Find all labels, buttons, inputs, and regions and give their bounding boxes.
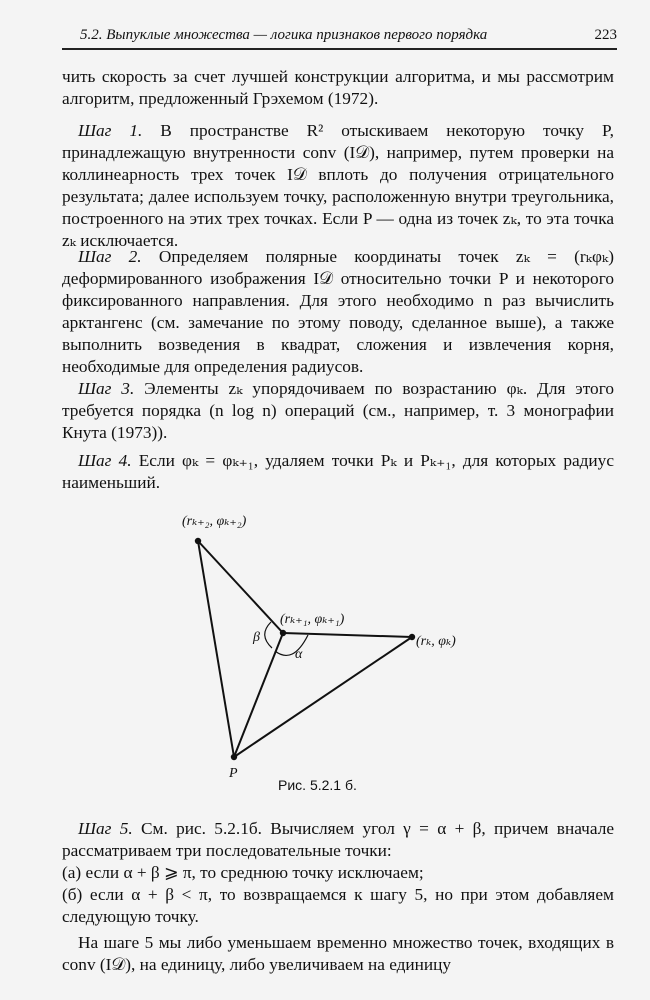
edge-middle-right — [283, 633, 412, 637]
step-label: Шаг 5. — [78, 819, 133, 838]
paragraph-step-4 — [62, 450, 614, 494]
step-text: Определяем полярные координаты точек zₖ = (rₖφₖ) деформированного изображения I𝒟 относительно точки P и некоторого фиксированного направления. Для этого необходимо n раз вычислить арктангенс (см. замечание по этому поводу, сделанное выше), а также выполнить возведения в квадрат, сложения и извлечения корня, необходимые для определения радиусов. — [62, 247, 614, 376]
angle-beta-arc — [265, 622, 272, 648]
label-alpha: α — [295, 647, 303, 662]
running-title: 5.2. Выпуклые множества — логика признаков первого порядка — [80, 27, 488, 43]
label-bottom: P — [229, 766, 238, 781]
point-middle — [280, 630, 286, 636]
label-right: (rₖ, φₖ) — [416, 634, 456, 649]
paragraph-step-1 — [62, 120, 614, 252]
running-header — [62, 27, 617, 49]
step-label: Шаг 3. — [78, 379, 135, 398]
label-beta: β — [253, 630, 260, 645]
point-top — [195, 538, 201, 544]
point-right — [409, 634, 415, 640]
step-text: Элементы zₖ упорядочиваем по возрастанию φₖ. Для этого требуется порядка (n log n) операций (см., например, т. 3 монографии Кнута (1973)). — [62, 379, 614, 442]
header-rule — [62, 48, 617, 50]
step-label: Шаг 1. — [78, 121, 143, 140]
paragraph-step-5 — [62, 818, 614, 928]
paragraph-step-3 — [62, 378, 614, 444]
edge-right-bottom — [234, 637, 412, 757]
figure-triangle — [150, 505, 480, 795]
step-text: Если φₖ = φₖ₊₁, удаляем точки Pₖ и Pₖ₊₁, для которых радиус наименьший. — [62, 451, 614, 492]
paragraph-final: На шаге 5 мы либо уменьшаем временно множество точек, входящих в conv (I𝒟), на единицу, либо увеличиваем на единицу — [62, 933, 614, 974]
step-text: См. рис. 5.2.1б. Вычисляем угол γ = α + β, причем вначале рассматриваем три последовательные точки: (а) если α + β ⩾ π, то среднюю точку исключаем; (б) если α + β < π, то возвращаемся к шагу 5, но при этом добавляем следующую точку. — [62, 819, 614, 926]
step-text: В пространстве R² отыскиваем некоторую точку P, принадлежащую внутренности conv (I𝒟), например, путем проверки на коллинеарность трех точек I𝒟 вплоть до получения отрицательного результата; далее используем точку, расположенную внутри треугольника, построенного на этих трех точках. Если P — одна из точек zₖ, то эта точка zₖ исключается. — [62, 121, 614, 250]
paragraph-step-2 — [62, 246, 614, 378]
label-top: (rₖ₊₂, φₖ₊₂) — [182, 514, 247, 529]
paragraph-intro: чить скорость за счет лучшей конструкции алгоритма, и мы рассмотрим алгоритм, предложенный Грэхемом (1972). — [62, 67, 614, 108]
point-bottom — [231, 754, 237, 760]
step-label: Шаг 4. — [78, 451, 132, 470]
page-number: 223 — [594, 27, 617, 43]
label-middle: (rₖ₊₁, φₖ₊₁) — [280, 612, 345, 627]
triangle-diagram — [150, 505, 480, 795]
step-label: Шаг 2. — [78, 247, 142, 266]
figure-caption: Рис. 5.2.1 б. — [278, 777, 357, 793]
